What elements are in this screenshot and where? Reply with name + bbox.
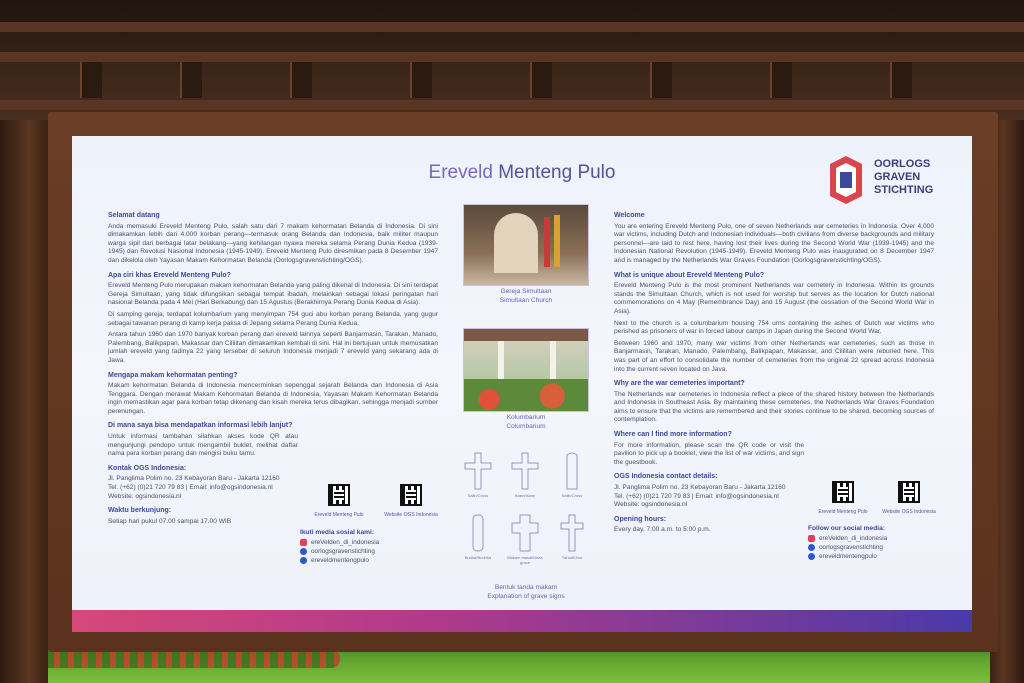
social-media-block: Follow our social media: ereVelden_di_indonesia oorlogsgravenstichting ereveldmentengpulo (808, 525, 888, 560)
roof-beam (0, 100, 1024, 110)
social-instagram[interactable]: ereVelden_di_indonesia (300, 538, 379, 547)
paragraph: Anda memasuki Ereveld Menteng Pulo, salah satu dari 7 makam kehormatan Belanda di Indonesia. Di sini dimakamkan lebih dari 4.000 korban perang—termasuk orang Belanda dan Indonesia, baik militer maupun warga sipil dari berbagai latar belakang—yang kehilangan nyawa mereka selama Perang Dunia Kedua (1939-1945) dan Revolusi Nasional Indonesia (1945-1949). Ereveld Menteng Pulo diresmikan pada 8 Desember 1947 dan dikelola oleh Yayasan Makam Kehormatan Belanda (Oorlogsgravenstichting/OGS). (108, 222, 438, 264)
jew-sign-icon (557, 513, 587, 553)
cross-icon (463, 451, 493, 491)
phone-email: Tel. (+62) (0)21 720 79 83 | Email: info@ogsindonesia.nl (108, 484, 273, 492)
roof-slat (410, 62, 432, 98)
social-instagram[interactable]: ereVelden_di_indonesia (808, 534, 887, 543)
heading: What is unique about Ereveld Menteng Pulo? (614, 271, 765, 279)
website: Website: ogsindonesia.nl (614, 501, 688, 509)
facebook-icon (300, 557, 307, 564)
church-photo (463, 204, 589, 286)
heading: Opening hours: (614, 515, 667, 523)
heading: Apa ciri khas Ereveld Menteng Pulo? (108, 271, 231, 279)
instagram-icon (808, 535, 815, 542)
qr-label: Ereveld Menteng Pulo (314, 512, 364, 518)
facebook-icon (808, 544, 815, 551)
address: Jl. Panglima Polim no. 23 Kebayoran Baru - Jakarta 12160 (614, 484, 786, 492)
columbarium-photo (463, 328, 589, 412)
social-facebook[interactable]: oorlogsgravenstichting (300, 547, 379, 556)
grave-sign: Islam/Islam (503, 451, 547, 498)
roof-beam (0, 52, 1024, 62)
heading: Where can I find more information? (614, 431, 732, 439)
paragraph: For more information, please scan the QR code or visit the pavilion to pick up a booklet, view the list of war victims, and sign the guestbook. (614, 441, 804, 466)
paragraph: Ereveld Menteng Pulo is the most prominent Netherlands war cemetery in Indonesia. Within its grounds stands the Simultaan Church, which is not used for worship but serves as the location for Dutch national commemorations on 4 May (Remembrance Day) and 15 August (the cessation of the Second World War in Asia). (614, 282, 934, 315)
paragraph: Di samping gereja, terdapat kolumbarium yang menyimpan 754 guci abu korban perang Belanda, yang gugur sebagai tawanan perang di kamp kerja paksa di Jepang selama Perang Dunia Kedua. (108, 310, 438, 327)
roof-slat (650, 62, 672, 98)
address: Jl. Panglima Polim no. 23 Kebayoran Baru - Jakarta 12160 (108, 475, 280, 483)
paragraph: Makam kehormatan Belanda di Indonesia mencerminkan sepenggal sejarah Belanda dan Indonesia di Asia Tenggara. Dengan merawat Makam Kehormatan Belanda di Indonesia, Yayasan Makam Kehormatan Belanda ingin memastikan agar para korban tetap dikenang dan kisah mereka terus dibagikan, sehingga menjadi sumber perenungan. (108, 382, 438, 415)
paragraph: Next to the church is a columbarium housing 754 urns containing the ashes of Dutch war victims who perished as prisoners of war in forced labour camps in Japan during the Second World War. (614, 319, 934, 336)
title-word-2: Menteng Pulo (498, 162, 616, 183)
paragraph: Antara tahun 1960 dan 1970 banyak korban perang dari ereveld lainnya seperti Banjarmasin, Tarakan, Manado, Palembang, Balikpapan, Makassar dan Cililitan dimakamkan kembali di sini. Hal ini bertujuan untuk memusatkan jumlah ereveld yang tadinya 22 yang tersebar di seluruh Indonesia menjadi 7 ereveld yang sekarang ada di Jawa. (108, 331, 438, 364)
paragraph: You are entering Ereveld Menteng Pulo, one of seven Netherlands war cemeteries in Indonesia. Over 4,000 war victims, including Dutch and Indonesian individuals—both civilians from diverse backgrounds and military personnel—are laid to rest here, having lost their lives during the Second World War (1939-1945) and the Indonesian National Revolution (1945-1949). Ereveld Menteng Pulo was inaugurated on 8 December 1947 and is managed by the Netherlands War Graves Foundation (Oorlogsgravenstichting/OGS). (614, 222, 934, 264)
qr-code[interactable] (898, 481, 920, 503)
pavilion-roof (0, 0, 1024, 130)
roof-slat (770, 62, 792, 98)
qr-code[interactable] (400, 484, 422, 506)
grave-signs (456, 451, 596, 581)
website: Website: ogsindonesia.nl (108, 492, 182, 500)
roof-slat (890, 62, 912, 98)
qr-label: Ereveld Menteng Pulo (818, 509, 868, 515)
left-post (0, 120, 48, 683)
heading: Waktu berkunjung: (108, 507, 172, 515)
roof-slat (290, 62, 312, 98)
roof-slat (80, 62, 102, 98)
grave-signs-caption: Bentuk tanda makam Explanation of grave signs (487, 584, 565, 600)
heading: Di mana saya bisa mendapatkan informasi lebih lanjut? (108, 422, 293, 430)
flower-bed (40, 650, 340, 668)
grave-sign: Salib/Cross (550, 451, 594, 498)
title-word-1: Ereveld (428, 162, 493, 183)
grave-sign: Makam masal/Mass grave (503, 513, 547, 565)
english-text-column (614, 206, 934, 538)
headstone-icon (557, 451, 587, 491)
paragraph: Untuk informasi tambahan silahkan akses kode QR atau mengunjungi pendopo untuk mengambil buklet, melihat daftar nama para korban perang dan mengisi buku tamu. (108, 433, 298, 458)
indonesian-text-column (108, 206, 438, 529)
social-facebook[interactable]: ereveldmentengpulo (300, 556, 379, 565)
heading: OGS Indonesia contact details: (614, 473, 718, 481)
qr-label: Website OGS Indonesia (882, 509, 936, 515)
qr-code[interactable] (328, 484, 350, 506)
heading: Mengapa makam kehormatan penting? (108, 371, 238, 379)
buddha-sign-icon (463, 513, 493, 553)
facebook-icon (808, 553, 815, 560)
islam-sign-icon (510, 451, 540, 491)
qr-code[interactable] (832, 481, 854, 503)
mass-grave-icon (510, 513, 540, 553)
board-gradient-strip (72, 610, 972, 632)
roof-beam (0, 22, 1024, 32)
logo-text: OORLOGS GRAVEN STICHTING (874, 158, 934, 196)
grave-sign: Yahudi/Jew (550, 513, 594, 560)
instagram-icon (300, 539, 307, 546)
heading: Selamat datang (108, 212, 160, 219)
social-facebook[interactable]: ereveldmentengpulo (808, 552, 887, 561)
heading: Kontak OGS Indonesia: (108, 464, 187, 472)
visiting-hours: Setiap hari pukul 07.00 sampai 17.00 WIB (108, 517, 232, 525)
columbarium-caption: Kolumbarium Columbarium (506, 414, 546, 430)
grave-sign: Salib/Cross (456, 451, 500, 498)
heading: Welcome (614, 212, 645, 219)
paragraph: Ereveld Menteng Pulo merupakan makam kehormatan Belanda yang paling dikenal di Indonesia. Di sini terdapat Gereja Simultaan, yang tidak difungsikan sebagai tempat ibadah, melainkan sebagai lokasi peringatan hari nasional Belanda pada 4 Mei (Hari Berkabung) dan 15 Agustus (Berakhirnya Perang Dunia Kedua di Asia). (108, 282, 438, 307)
grave-sign: Budha/Buddha (456, 513, 500, 560)
paragraph: Between 1960 and 1970, many war victims from other Netherlands war cemeteries, such as those in Banjarmasin, Tarakan, Manado, Palembang, Balikpapan, Makassar, and Cililitan were reburied here. This was part of an effort to consolidate the number of cemeteries from the original 22 spread across Indonesia into the current seven located on Java. (614, 339, 934, 373)
facebook-icon (300, 548, 307, 555)
ogs-logo (826, 156, 956, 210)
church-caption: Gereja Simultaan Simultaan Church (499, 288, 553, 304)
phone-email: Tel. (+62) (0)21 720 79 83 | Email: info@ogsindonesia.nl (614, 492, 779, 500)
social-media-block: Ikuti media sosial kami: ereVelden_di_indonesia oorlogsgravenstichting ereveldmentengpulo (300, 529, 380, 564)
roof-slat (180, 62, 202, 98)
ogs-logo-icon (826, 156, 866, 204)
opening-hours: Every day, 7:00 a.m. to 5:00 p.m. (614, 526, 711, 534)
info-board (72, 136, 972, 632)
heading: Why are the war cemeteries important? (614, 380, 745, 388)
social-facebook[interactable]: oorlogsgravenstichting (808, 543, 887, 552)
paragraph: The Netherlands war cemeteries in Indonesia reflect a piece of the shared history between the Netherlands and Indonesia in Southeast Asia. By maintaining these cemeteries, the Netherlands War Graves Foundation aims to ensure that the victims are remembered and their stories continue to be shared, becoming sources of contemplation. (614, 390, 934, 424)
roof-slat (530, 62, 552, 98)
qr-label: Website OGS Indonesia (384, 512, 438, 518)
